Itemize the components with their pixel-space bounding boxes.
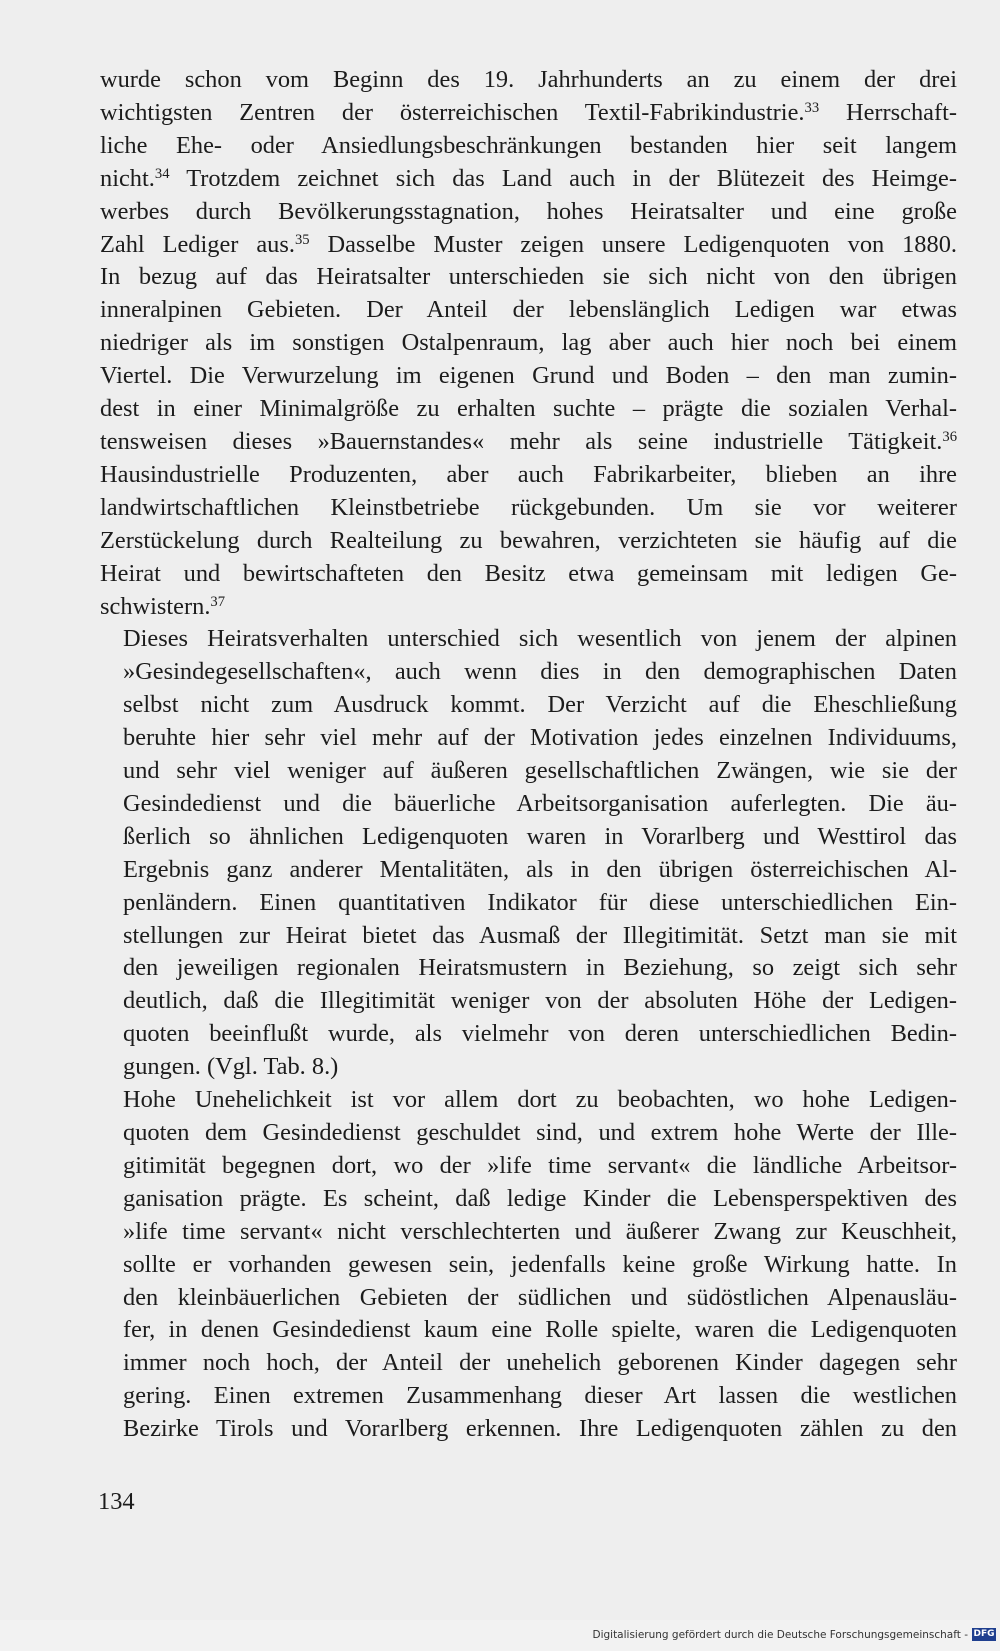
text-line: liche Ehe- oder Ansiedlungsbeschränkungen bestanden hier seit langem — [100, 131, 957, 159]
text-line: »life time servant« nicht verschlechterten und äußerer Zwang zur Keuschheit, — [123, 1217, 957, 1245]
text-line: Bezirke Tirols und Vorarlberg erkennen. Ihre Ledigenquoten zählen zu den — [123, 1415, 957, 1443]
text-line: nicht.$^{34}$ Trotzdem zeichnet sich das Land auch in der Blütezeit des Heimge- — [100, 164, 957, 192]
text-line: gering. Einen extremen Zusammenhang dieser Art lassen die westlichen — [123, 1382, 957, 1410]
text-line: fer, in denen Gesindedienst kaum eine Rolle spielte, waren die Ledigenquoten — [123, 1316, 957, 1344]
text-line: Viertel. Die Verwurzelung im eigenen Grund und Boden – den man zumin- — [100, 362, 957, 390]
text-line: selbst nicht zum Ausdruck kommt. Der Verzicht auf die Eheschließung — [123, 691, 957, 719]
text-line: niedriger als im sonstigen Ostalpenraum, lag aber auch hier noch bei einem — [100, 329, 957, 357]
text-line: landwirtschaftlichen Kleinstbetriebe rückgebunden. Um sie vor weiterer — [100, 493, 957, 521]
text-line: Ergebnis ganz anderer Mentalitäten, als in den übrigen österreichischen Al- — [123, 855, 957, 883]
text-line: Zahl Lediger aus.$^{35}$ Dasselbe Muster zeigen unsere Ledigenquoten von 1880. — [100, 230, 957, 258]
text-line: tensweisen dieses »Bauernstandes« mehr als seine industrielle Tätigkeit.$^{36}$ — [100, 427, 957, 455]
text-line: sollte er vorhanden gewesen sein, jedenfalls keine große Wirkung hatte. In — [123, 1250, 957, 1278]
body-text — [100, 64, 957, 1446]
text-line: werbes durch Bevölkerungsstagnation, hohes Heiratsalter und eine große — [100, 197, 957, 225]
text-line: gitimität begegnen dort, wo der »life time servant« die ländliche Arbeitsor- — [123, 1151, 957, 1179]
text-line: stellungen zur Heirat bietet das Ausmaß der Illegitimität. Setzt man sie mit — [123, 921, 957, 949]
paragraph — [100, 1084, 957, 1446]
text-line: penländern. Einen quantitativen Indikator für diese unterschiedlichen Ein- — [123, 888, 957, 916]
text-line: quoten beeinflußt wurde, als vielmehr von deren unterschiedlichen Bedin- — [123, 1020, 957, 1048]
text-line: und sehr viel weniger auf äußeren gesellschaftlichen Zwängen, wie sie der — [123, 757, 957, 785]
text-line: Gesindedienst und die bäuerliche Arbeitsorganisation auferlegten. Die äu- — [123, 789, 957, 817]
footnote-marker: 34 — [154, 165, 170, 182]
text-line: inneralpinen Gebieten. Der Anteil der lebenslänglich Ledigen war etwas — [100, 296, 957, 324]
text-line: gungen. (Vgl. Tab. 8.) — [123, 1053, 339, 1081]
text-line: Heirat und bewirtschafteten den Besitz etwa gemeinsam mit ledigen Ge- — [100, 559, 957, 587]
text-line: Hausindustrielle Produzenten, aber auch Fabrikarbeiter, blieben an ihre — [100, 460, 957, 488]
footnote-marker: 33 — [804, 99, 820, 116]
text-line: deutlich, daß die Illegitimität weniger von der absoluten Höhe der Ledigen- — [123, 987, 957, 1015]
text-line: Zerstückelung durch Realteilung zu bewahren, verzichteten sie häufig auf die — [100, 526, 957, 554]
text-line: immer noch hoch, der Anteil der unehelich geborenen Kinder dagegen sehr — [123, 1349, 957, 1377]
text-line: den jeweiligen regionalen Heiratsmustern in Beziehung, so zeigt sich sehr — [123, 954, 957, 982]
footnote-marker: 36 — [942, 428, 957, 445]
text-line: wichtigsten Zentren der österreichischen Textil-Fabrikindustrie.$^{33}$ Herrschaft- — [100, 98, 957, 126]
text-line: Dieses Heiratsverhalten unterschied sich wesentlich von jenem der alpinen — [123, 625, 957, 653]
text-line: ganisation prägte. Es scheint, daß ledige Kinder die Lebensperspektiven des — [123, 1184, 957, 1212]
text-line: dest in einer Minimalgröße zu erhalten suchte – prägte die sozialen Verhal- — [100, 395, 957, 423]
digitization-credit: Digitalisierung gefördert durch die Deutsche Forschungsgemeinschaft - — [592, 1629, 968, 1641]
text-line: Hohe Unehelichkeit ist vor allem dort zu beobachten, wo hohe Ledigen- — [123, 1086, 957, 1114]
text-line: ßerlich so ähnlichen Ledigenquoten waren in Vorarlberg und Westtirol das — [123, 822, 957, 850]
text-line: In bezug auf das Heiratsalter unterschieden sie sich nicht von den übrigen — [100, 263, 957, 291]
text-line: »Gesindegesellschaften«, auch wenn dies in den demographischen Daten — [123, 658, 957, 686]
text-line: wurde schon vom Beginn des 19. Jahrhunderts an zu einem der drei — [100, 66, 957, 93]
paragraph — [100, 623, 957, 1084]
page-number: 134 — [98, 1488, 135, 1515]
paragraph — [100, 64, 957, 623]
footnote-marker: 37 — [210, 593, 226, 610]
text-line: beruhte hier sehr viel mehr auf der Motivation jedes einzelnen Individuums, — [123, 724, 957, 752]
text-line: den kleinbäuerlichen Gebieten der südlichen und südöstlichen Alpenausläu- — [123, 1283, 957, 1311]
dfg-logo: DFG — [973, 1629, 995, 1639]
text-line: quoten dem Gesindedienst geschuldet sind, und extrem hohe Werte der Ille- — [123, 1119, 957, 1146]
footnote-marker: 35 — [294, 231, 310, 248]
text-line: schwistern.$^{37}$ — [100, 592, 226, 620]
